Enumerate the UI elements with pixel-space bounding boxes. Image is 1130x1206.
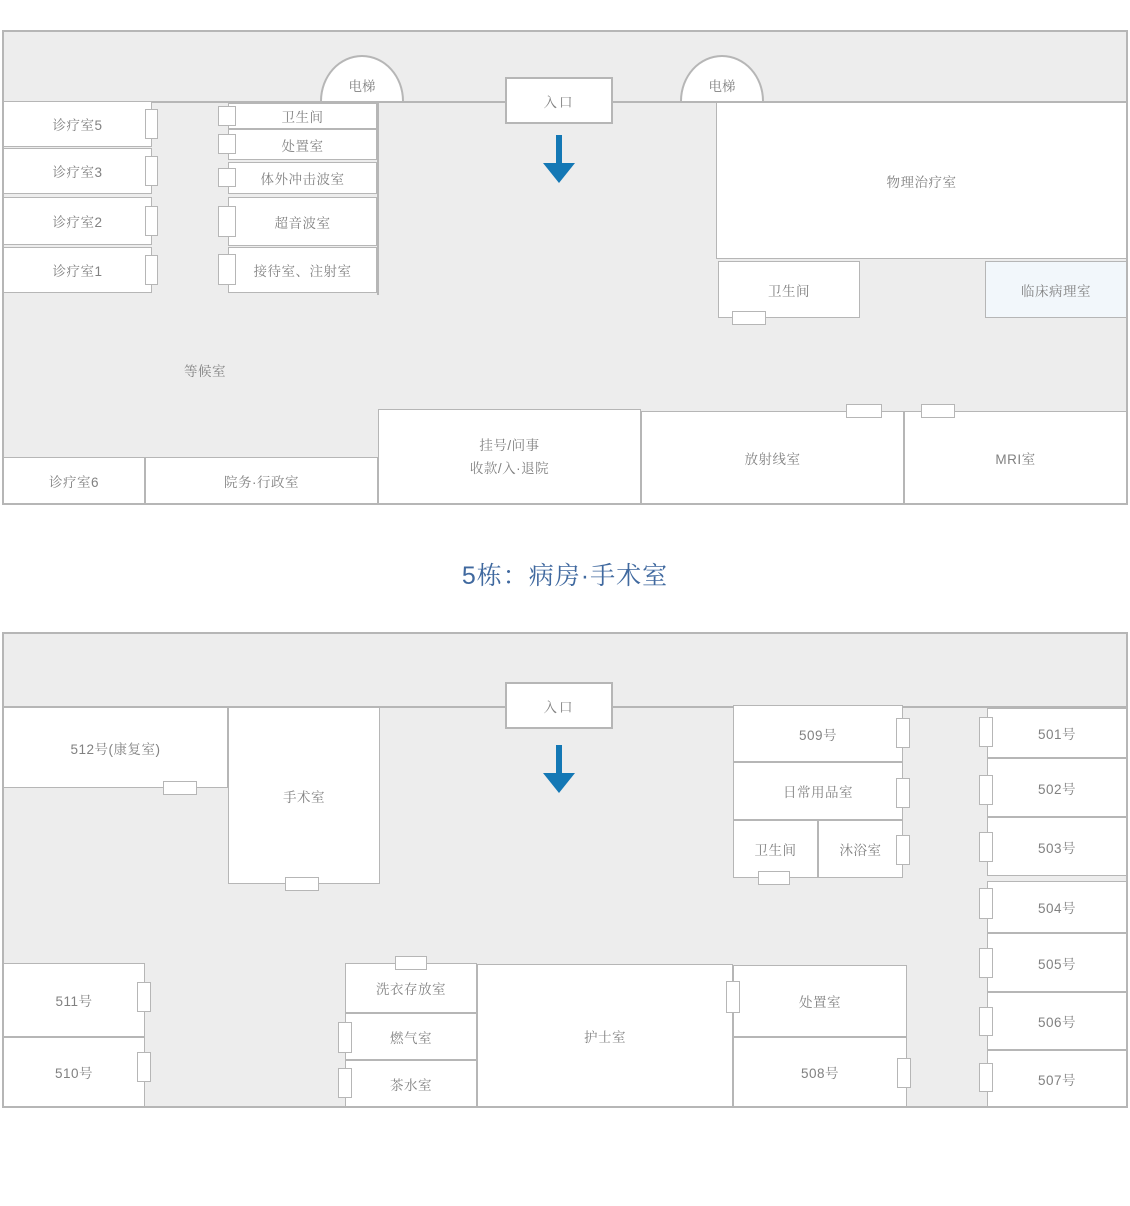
room-501: 501号 (987, 708, 1126, 758)
door-laundry (395, 956, 427, 970)
room-508: 508号 (733, 1037, 907, 1106)
room-physiotherapy: 物理治疗室 (716, 102, 1126, 259)
door-reception-injection (218, 254, 236, 285)
room-506: 506号 (987, 992, 1126, 1050)
door-mri (921, 404, 955, 418)
door-bath (896, 835, 910, 865)
door-511 (137, 982, 151, 1012)
entrance-label: 入口 (543, 94, 575, 110)
door-512 (163, 781, 197, 795)
room-treatment: 处置室 (228, 129, 377, 160)
section-title: 5栋：病房·手术室 (461, 562, 669, 590)
floorplan-outpatient (2, 30, 1128, 505)
door-506 (979, 1007, 993, 1036)
room-reception-injection: 接待室、注射室 (228, 247, 377, 293)
room-503: 503号 (987, 817, 1126, 876)
elevator-right (680, 55, 764, 101)
entrance-arrow-icon (542, 745, 576, 793)
room-shockwave: 体外冲击波室 (228, 162, 377, 194)
door-505 (979, 948, 993, 978)
entrance-label: 入口 (543, 699, 575, 715)
entrance-arrow-icon (542, 135, 576, 183)
door-508 (897, 1058, 911, 1088)
door-shockwave (218, 168, 236, 187)
room-toilet-left: 卫生间 (228, 103, 377, 129)
room-507: 507号 (987, 1050, 1126, 1106)
door-ultrasound (218, 206, 236, 237)
door-503 (979, 832, 993, 862)
door-consulting-2 (145, 206, 158, 236)
door-toilet-right (732, 311, 766, 325)
room-505: 505号 (987, 933, 1126, 992)
room-gas: 燃气室 (345, 1013, 477, 1060)
room-504: 504号 (987, 881, 1126, 933)
room-502: 502号 (987, 758, 1126, 817)
door-502 (979, 775, 993, 805)
door-consulting-1 (145, 255, 158, 285)
registration-label-line2: 收款/入·退院 (469, 460, 550, 476)
room-consulting-3: 诊疗室3 (4, 148, 152, 194)
door-509 (896, 718, 910, 748)
room-509: 509号 (733, 705, 903, 762)
door-consulting-5 (145, 109, 158, 139)
door-gas (338, 1022, 352, 1053)
room-treatment-2: 处置室 (733, 965, 907, 1037)
door-510 (137, 1052, 151, 1082)
door-operating (285, 877, 319, 891)
room-toilet-right: 卫生间 (718, 261, 860, 318)
room-registration-cashier (378, 409, 641, 503)
door-radiology (846, 404, 882, 418)
entrance-box (505, 682, 613, 729)
elevator-label: 电梯 (348, 79, 376, 94)
wall (377, 101, 379, 295)
room-radiology: 放射线室 (641, 411, 904, 503)
door-treatment (218, 134, 236, 154)
room-clinical-pathology: 临床病理室 (985, 261, 1126, 318)
door-507 (979, 1063, 993, 1092)
room-510: 510号 (4, 1037, 145, 1106)
door-tea (338, 1068, 352, 1098)
room-512-rehab: 512号(康复室) (4, 707, 228, 788)
room-mri: MRI室 (904, 411, 1126, 503)
door-toilet (758, 871, 790, 885)
waiting-area-label: 等候室 (184, 364, 226, 379)
door-501 (979, 717, 993, 747)
room-consulting-1: 诊疗室1 (4, 247, 152, 293)
elevator-label: 电梯 (708, 79, 736, 94)
room-laundry: 洗衣存放室 (345, 963, 477, 1013)
room-daily-goods: 日常用品室 (733, 762, 903, 820)
floorplan-wards (2, 632, 1128, 1108)
door-treatment-2 (726, 981, 740, 1013)
door-consulting-3 (145, 156, 158, 186)
door-toilet-left (218, 106, 236, 126)
entrance-box (505, 77, 613, 124)
room-administration: 院务·行政室 (145, 457, 378, 503)
room-nurse-station: 护士室 (477, 964, 733, 1106)
door-504 (979, 888, 993, 919)
room-bath: 沐浴室 (818, 820, 903, 878)
elevator-left (320, 55, 404, 101)
room-tea: 茶水室 (345, 1060, 477, 1106)
room-operating: 手术室 (228, 707, 380, 884)
door-daily-goods (896, 778, 910, 808)
room-consulting-6: 诊疗室6 (4, 457, 145, 503)
registration-label-line1: 挂号/问事 (479, 437, 540, 453)
room-toilet: 卫生间 (733, 820, 818, 878)
room-consulting-2: 诊疗室2 (4, 197, 152, 245)
room-consulting-5: 诊疗室5 (4, 101, 152, 147)
room-511: 511号 (4, 963, 145, 1037)
room-ultrasound: 超音波室 (228, 197, 377, 246)
